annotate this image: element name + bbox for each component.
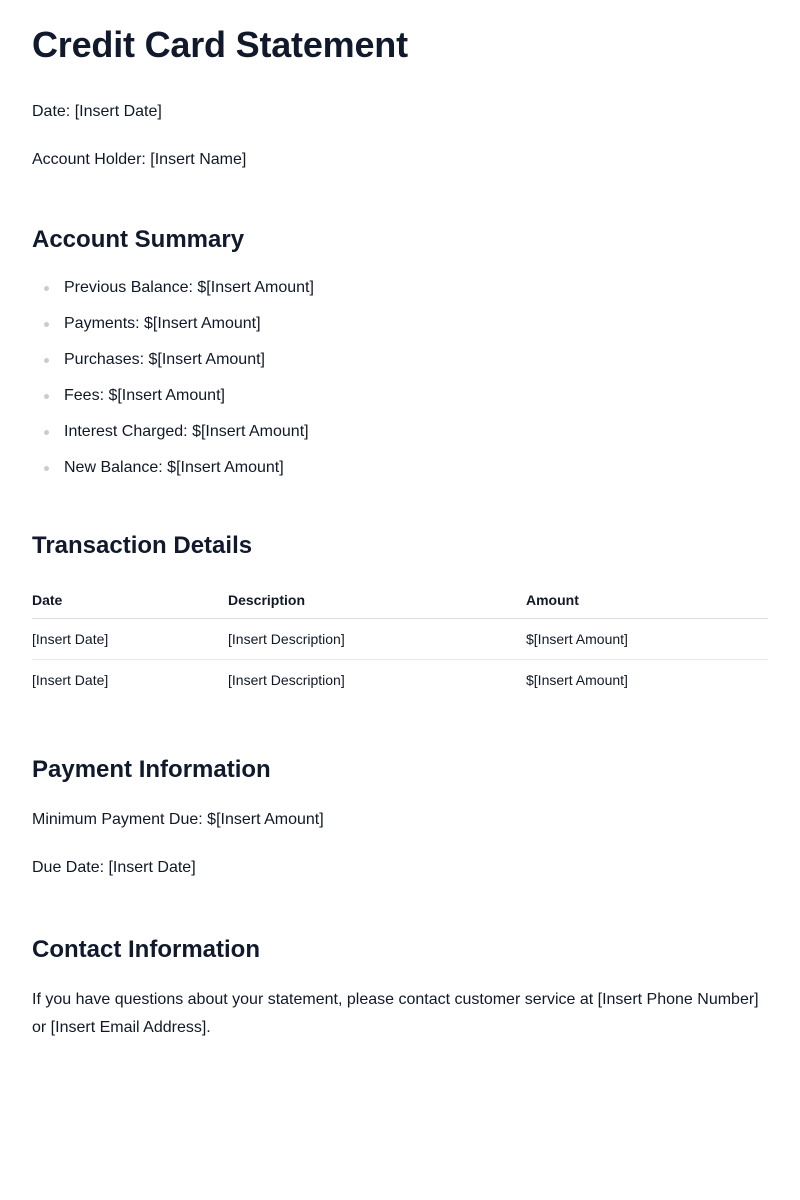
list-item — [32, 456, 768, 480]
transaction-details-heading: Transaction Details — [32, 532, 253, 559]
cell-amount: $[Insert Amount] — [526, 672, 628, 688]
summary-item-label: Previous Balance: $[Insert Amount] — [64, 279, 314, 296]
contact-information-heading: Contact Information — [32, 936, 260, 963]
bullet-icon — [44, 358, 49, 363]
account-holder: Account Holder: [Insert Name] — [32, 151, 247, 168]
list-item — [32, 312, 768, 336]
column-header-amount: Amount — [526, 582, 768, 619]
due-date: Due Date: [Insert Date] — [32, 859, 196, 876]
summary-item-label: Interest Charged: $[Insert Amount] — [64, 423, 309, 440]
account-summary-heading: Account Summary — [32, 226, 245, 253]
cell-date: [Insert Date] — [32, 672, 109, 688]
column-header-description: Description — [228, 582, 526, 619]
list-item — [32, 348, 768, 372]
list-item — [32, 276, 768, 300]
table-row — [32, 619, 768, 660]
bullet-icon — [44, 286, 49, 291]
payment-information-heading: Payment Information — [32, 756, 271, 783]
table-row — [32, 660, 768, 701]
summary-item-label: New Balance: $[Insert Amount] — [64, 459, 284, 476]
contact-text: If you have questions about your statement, please contact customer service at [Insert Phone Number] or [Insert Email Address]. — [32, 991, 759, 1036]
account-summary-list — [32, 276, 768, 480]
bullet-icon — [44, 430, 49, 435]
cell-amount: $[Insert Amount] — [526, 619, 768, 660]
bullet-icon — [44, 394, 49, 399]
column-header-date: Date — [32, 582, 228, 619]
list-item — [32, 420, 768, 444]
page-title: Credit Card Statement — [32, 24, 408, 65]
table-header-row — [32, 582, 768, 619]
list-item — [32, 384, 768, 408]
cell-description: [Insert Description] — [228, 619, 526, 660]
cell-description: [Insert Description] — [228, 672, 345, 688]
summary-item-label: Fees: $[Insert Amount] — [64, 387, 225, 404]
minimum-payment-due: Minimum Payment Due: $[Insert Amount] — [32, 811, 324, 828]
bullet-icon — [44, 466, 49, 471]
bullet-icon — [44, 322, 49, 327]
cell-date: [Insert Date] — [32, 619, 228, 660]
statement-date: Date: [Insert Date] — [32, 103, 162, 120]
transactions-table — [32, 582, 768, 700]
summary-item-label: Purchases: $[Insert Amount] — [64, 351, 265, 368]
summary-item-label: Payments: $[Insert Amount] — [64, 315, 261, 332]
